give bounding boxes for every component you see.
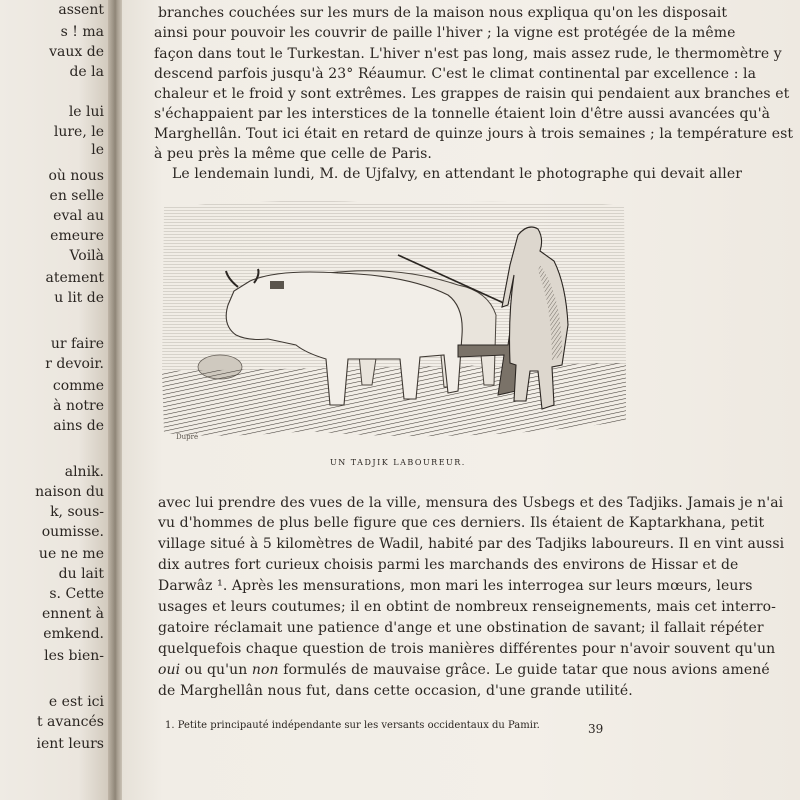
left-page-line: Voilà <box>69 248 104 264</box>
left-page-line: emkend. <box>43 626 104 642</box>
text-fragment: formulés de mauvaise grâce. Le guide tatar que nous avions amené <box>278 662 770 678</box>
left-page-line: alnik. <box>64 464 104 480</box>
left-page-line: eval au <box>53 208 104 224</box>
italic-word-oui: oui <box>158 662 181 678</box>
figure-caption: UN TADJIK LABOUREUR. <box>330 458 466 467</box>
text-line: de Marghellân nous fut, dans cette occasion, d'une grande utilité. <box>158 683 633 699</box>
left-page-line: de la <box>69 64 104 80</box>
left-page-line: le <box>91 142 104 158</box>
left-page-line: comme <box>52 378 104 394</box>
text-line: usages et leurs coutumes; il en obtint de nombreux renseignements, mais cet interro- <box>158 599 776 615</box>
left-page-line: oumisse. <box>41 524 104 540</box>
text-line: s'échappaient par les interstices de la tonnelle étaient loin d'être aussi avancées qu'à <box>154 106 771 122</box>
text-fragment: ou qu'un <box>180 662 252 678</box>
field-ground <box>162 363 626 436</box>
engraving-signature: Dupré <box>176 433 199 441</box>
left-page-line: lure, le <box>53 124 104 140</box>
left-page-line: ains de <box>53 418 104 434</box>
text-line: vu d'hommes de plus belle figure que ces derniers. Ils étaient de Kaptarkhana, petit <box>158 515 765 531</box>
left-page-line: du lait <box>58 566 104 582</box>
text-line: gatoire réclamait une patience d'ange et une obstination de savant; il fallait répéter <box>158 620 764 636</box>
left-page-line: le lui <box>68 104 104 120</box>
text-line: ainsi pour pouvoir les couvrir de paille l'hiver ; la vigne est protégée de la même <box>154 25 736 41</box>
left-page-line: t avancés <box>36 714 104 730</box>
text-line: descend parfois jusqu'à 23° Réaumur. C'est le climat continental par excellence : la <box>154 66 757 82</box>
left-page-line: ennent à <box>41 606 104 622</box>
text-line: dix autres fort curieux choisis parmi les marchands des environs de Hissar et de <box>158 557 739 573</box>
text-line: quelquefois chaque question de trois manières différentes pour n'avoir souvent qu'un <box>158 641 776 657</box>
left-page-line: les bien- <box>44 648 104 664</box>
left-page-line: ient leurs <box>36 736 104 752</box>
left-page-line: à notre <box>53 398 104 414</box>
text-line: à peu près la même que celle de Paris. <box>154 146 432 162</box>
left-page-line: emeure <box>50 228 104 244</box>
text-line: avec lui prendre des vues de la ville, mensura des Usbegs et des Tadjiks. Jamais je n'ai <box>158 495 784 511</box>
italic-word-non: non <box>251 662 279 678</box>
left-page-line: e est ici <box>48 694 104 710</box>
left-page-line: r devoir. <box>45 356 104 372</box>
text-line: Marghellân. Tout ici était en retard de quinze jours à trois semaines ; la température est <box>154 126 794 142</box>
left-page-line: s. Cette <box>49 586 104 602</box>
left-page-line: k, sous- <box>50 504 104 520</box>
left-page-line: où nous <box>48 168 104 184</box>
text-line: façon dans tout le Turkestan. L'hiver n'est pas long, mais assez rude, le thermomètre y <box>154 46 782 62</box>
left-page-line: ur faire <box>50 336 104 352</box>
left-page-line: atement <box>45 270 104 286</box>
left-page-line: en selle <box>49 188 104 204</box>
text-line: Darwâz ¹. Après les mensurations, mon mari les interrogea sur leurs mœurs, leurs <box>158 578 753 594</box>
left-page-line: naison du <box>35 484 104 500</box>
left-page-line: ue ne me <box>38 546 104 562</box>
left-page <box>0 0 112 800</box>
engraving-illustration <box>158 195 628 445</box>
text-line: Le lendemain lundi, M. de Ujfalvy, en attendant le photographe qui devait aller <box>172 166 742 182</box>
left-page-line: u lit de <box>54 290 104 306</box>
left-page-line: assent <box>58 2 104 18</box>
text-line: branches couchées sur les murs de la maison nous expliqua qu'on les disposait <box>158 5 728 21</box>
page-number: 39 <box>588 722 604 736</box>
left-page-line: s ! ma <box>60 24 104 40</box>
text-line: village situé à 5 kilomètres de Wadil, habité par des Tadjiks laboureurs. Il en vint aussi <box>158 536 785 552</box>
text-line-oui-non <box>158 662 770 678</box>
ox-yoke <box>270 281 284 289</box>
left-page-line: vaux de <box>49 44 104 60</box>
text-line: chaleur et le froid y sont extrêmes. Les grappes de raisin qui pendaient aux branches et <box>154 86 790 102</box>
footnote: 1. Petite principauté indépendante sur les versants occidentaux du Pamir. <box>165 720 540 731</box>
